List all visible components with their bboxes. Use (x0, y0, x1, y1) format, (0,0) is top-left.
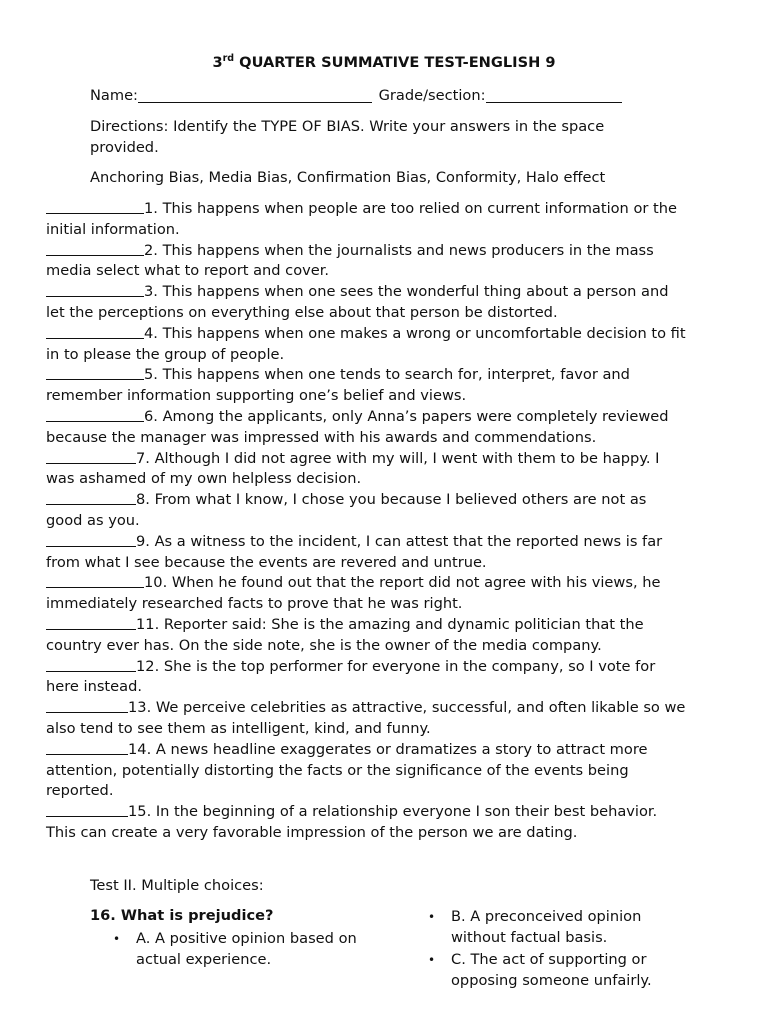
item-text: 7. Although I did not agree with my will, I went with them to be happy. I was ashamed of my own helpless decision. (46, 449, 660, 488)
item-text: 11. Reporter said: She is the amazing and dynamic politician that the country ever has. On the side note, she is the owner of the media company. (46, 615, 644, 654)
option-b-text: B. A preconceived opinion without factual basis. (451, 908, 642, 946)
item-text: 15. In the beginning of a relationship everyone I son their best behavior. This can create a very favorable impression of the person we are dating. (46, 803, 658, 841)
answer-blank[interactable] (46, 451, 136, 464)
list-item (46, 698, 686, 740)
answer-blank[interactable] (46, 804, 128, 817)
answer-blank[interactable] (46, 492, 136, 505)
list-item (46, 657, 686, 699)
list-item (46, 199, 686, 241)
item-text: 13. We perceive celebrities as attractive, successful, and often likable so we also tend to see them as intelligent, kind, and funny. (46, 699, 686, 737)
answer-blank[interactable] (46, 534, 136, 547)
answer-blank[interactable] (46, 409, 144, 422)
option-a-text: A. A positive opinion based on actual experience. (136, 930, 357, 968)
grade-label: Grade/section: (378, 87, 486, 104)
item-text: 14. A news headline exaggerates or dramatizes a story to attract more attention, potentially distorting the facts or the significance of the events being reported. (46, 740, 648, 800)
list-item (46, 449, 686, 491)
answer-blank[interactable] (46, 742, 128, 755)
answer-blank[interactable] (46, 659, 136, 672)
page-title (0, 54, 768, 71)
item-text: 8. From what I know, I chose you because I believed others are not as good as you. (46, 491, 647, 529)
answer-blank[interactable] (46, 367, 144, 380)
option-c[interactable] (428, 950, 681, 992)
list-item (46, 802, 686, 844)
name-label: Name: (90, 87, 138, 104)
name-field[interactable] (138, 89, 372, 103)
test-two-heading: Test II. Multiple choices: (90, 877, 264, 894)
directions: Directions: Identify the TYPE OF BIAS. Write your answers in the space provided. (90, 118, 605, 156)
answer-blank[interactable] (46, 201, 144, 214)
bullet-icon: • (428, 910, 436, 924)
item-text: 5. This happens when one tends to search for, interpret, favor and remember information supporting one’s belief and views. (46, 366, 630, 405)
student-info-line (90, 87, 622, 104)
title-superscript: rd (222, 53, 235, 64)
question-16: 16. What is prejudice? (90, 907, 274, 924)
answer-blank[interactable] (46, 326, 144, 339)
bullet-icon: • (428, 953, 436, 967)
grade-section-field[interactable] (486, 89, 622, 103)
items-list (46, 199, 686, 844)
list-item (46, 407, 686, 449)
item-text: 9. As a witness to the incident, I can attest that the reported news is far from what I see because the events are revered and untrue. (46, 532, 663, 571)
list-item (46, 365, 686, 407)
title-number: 3 (212, 54, 223, 71)
item-text: 4. This happens when one makes a wrong or uncomfortable decision to fit in to please the group of people. (46, 324, 686, 363)
answer-blank[interactable] (46, 284, 144, 297)
answer-blank[interactable] (46, 700, 128, 713)
item-text: 6. Among the applicants, only Anna’s papers were completely reviewed because the manager was impressed with his awards and commendations. (46, 407, 669, 446)
answer-blank[interactable] (46, 617, 136, 630)
answer-choices: Anchoring Bias, Media Bias, Confirmation Bias, Conformity, Halo effect (90, 169, 606, 186)
list-item (46, 282, 686, 324)
item-text: 1. This happens when people are too relied on current information or the initial information. (46, 200, 677, 238)
option-b[interactable] (428, 907, 681, 949)
title-text: QUARTER SUMMATIVE TEST-ENGLISH 9 (234, 54, 556, 71)
item-text: 12. She is the top performer for everyone in the company, so I vote for here instead. (46, 657, 656, 696)
list-item (46, 573, 686, 615)
list-item (46, 241, 686, 283)
list-item (46, 324, 686, 366)
item-text: 10. When he found out that the report did not agree with his views, he immediately researched facts to prove that he was right. (46, 574, 661, 613)
option-a[interactable] (113, 929, 366, 971)
option-c-text: C. The act of supporting or opposing someone unfairly. (451, 951, 652, 989)
item-text: 3. This happens when one sees the wonderful thing about a person and let the perceptions on everything else about that person be distorted. (46, 283, 669, 321)
list-item (46, 490, 686, 532)
list-item (46, 740, 686, 802)
list-item (46, 532, 686, 574)
answer-blank[interactable] (46, 243, 144, 256)
answer-blank[interactable] (46, 575, 144, 588)
item-text: 2. This happens when the journalists and news producers in the mass media select what to report and cover. (46, 241, 654, 280)
list-item (46, 615, 686, 657)
bullet-icon: • (113, 932, 121, 946)
